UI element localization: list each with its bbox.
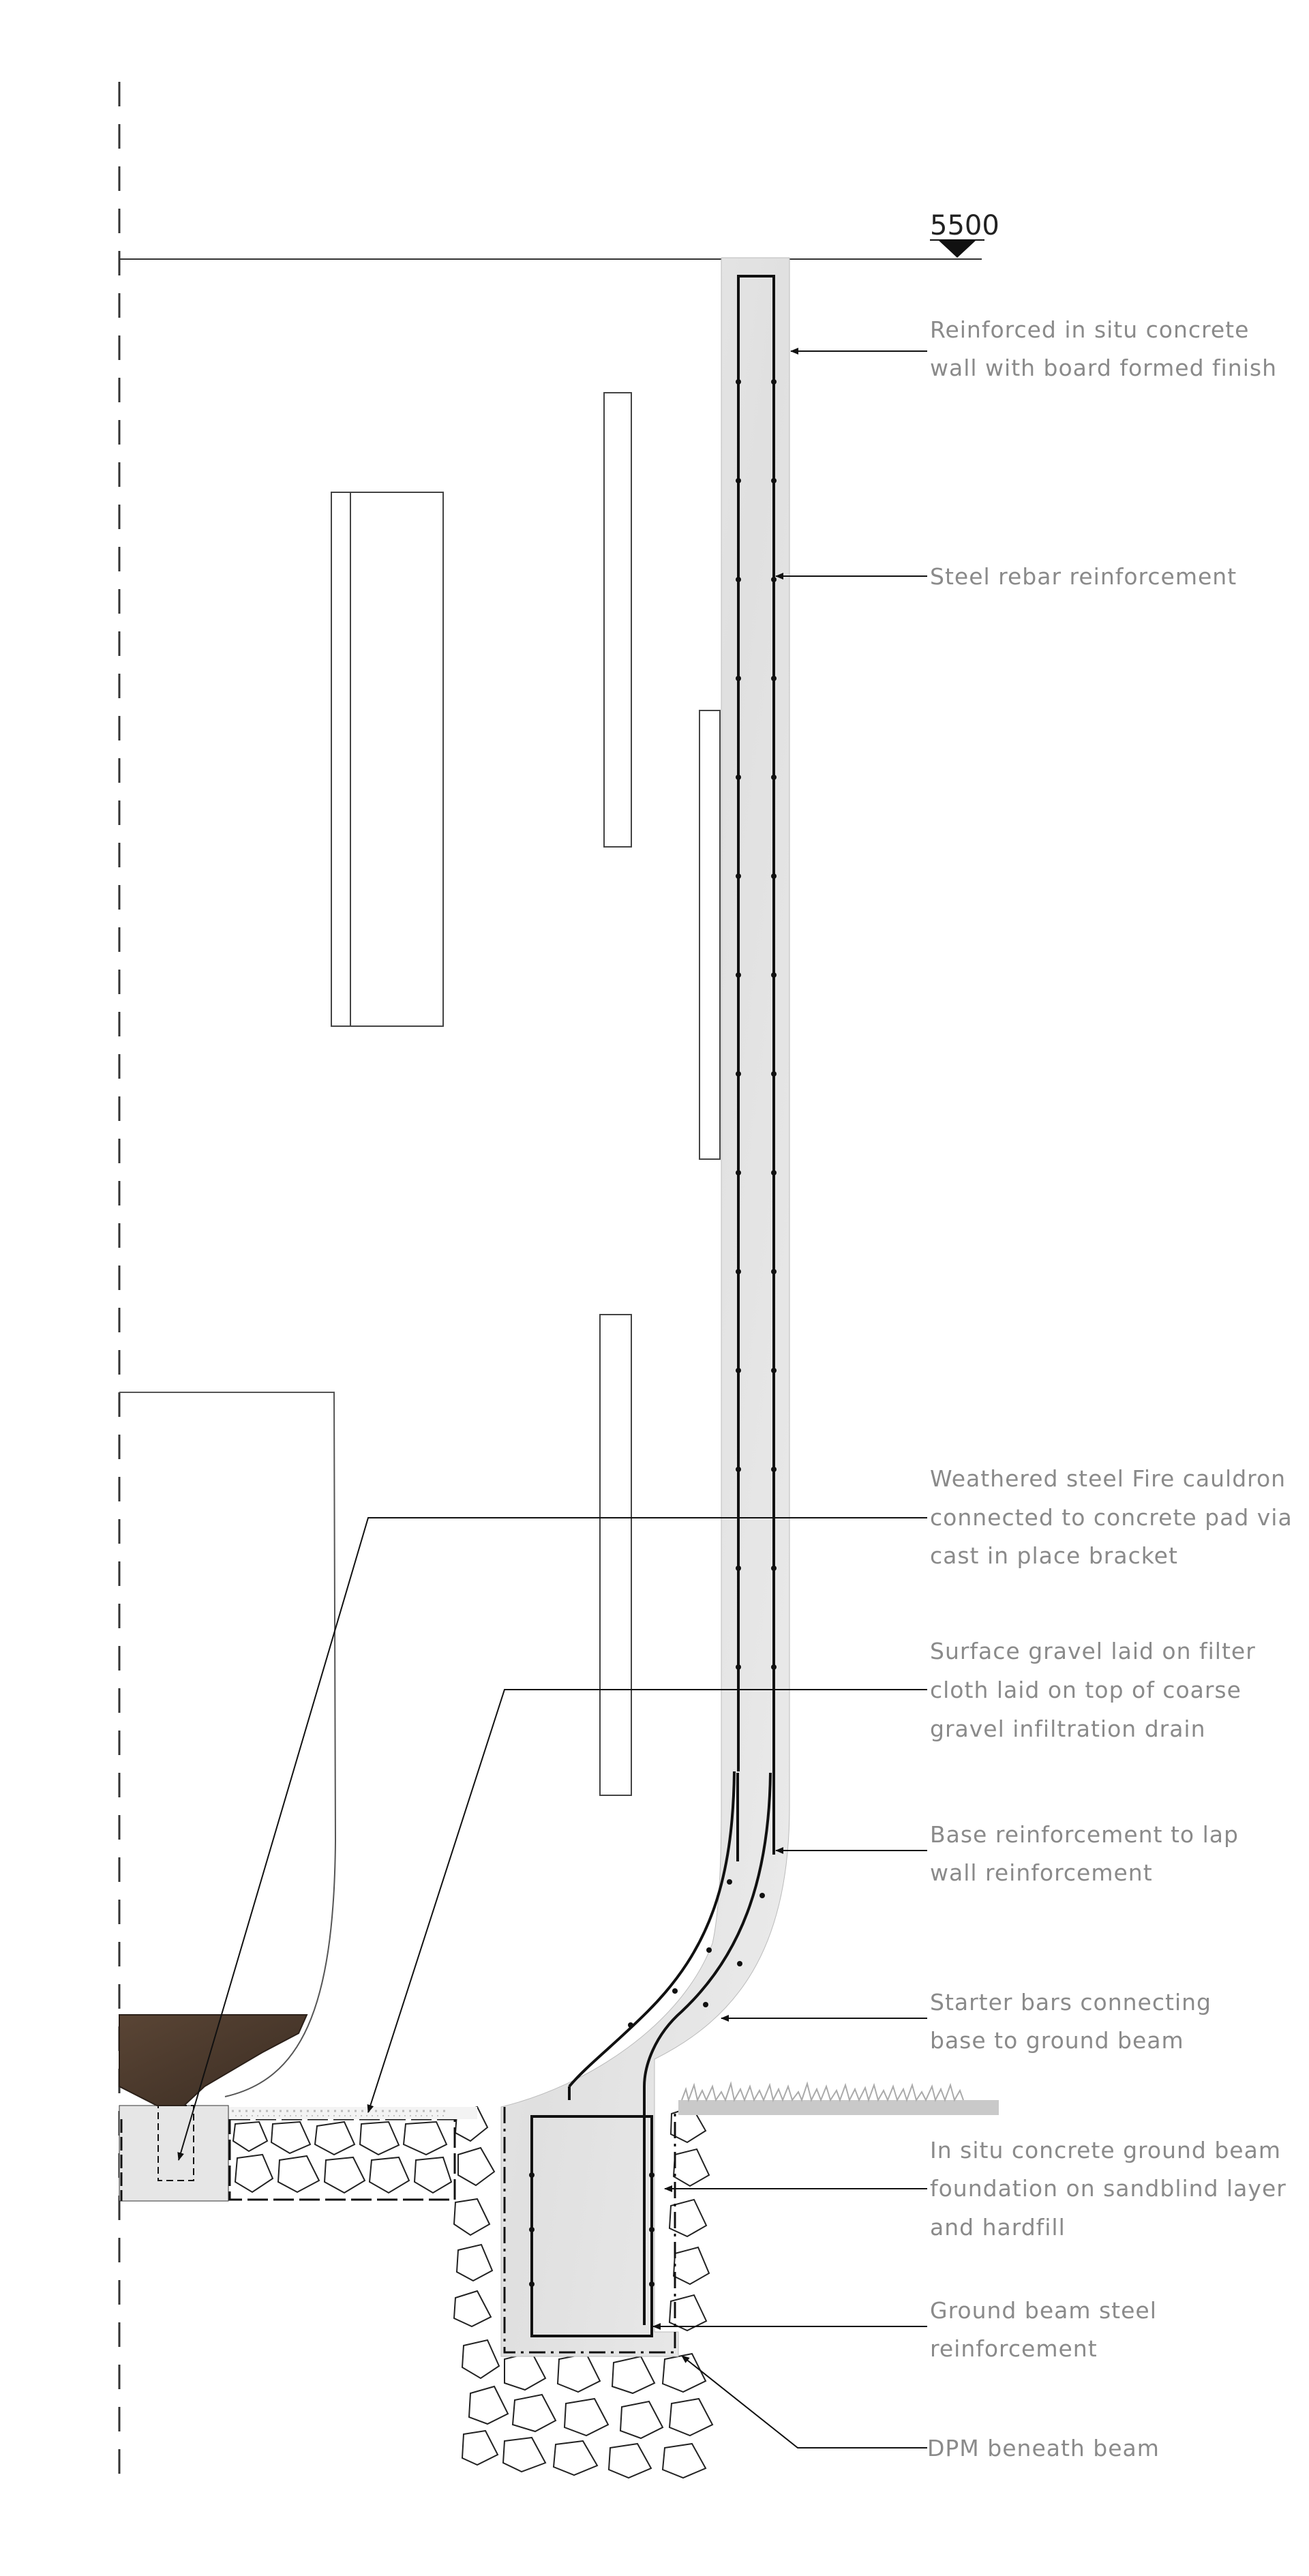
annotation-ground-beam-line-2: foundation on sandblind layer — [930, 2175, 1287, 2202]
annotation-cauldron — [930, 1465, 1300, 1569]
annotation-gravel — [930, 1638, 1263, 1742]
annotation-wall-line-1: Reinforced in situ concrete — [930, 316, 1250, 343]
panel-narrow-middle — [699, 710, 720, 1159]
level-triangle — [938, 240, 976, 258]
annotations — [927, 316, 1300, 2461]
annotation-cauldron-line-1: Weathered steel Fire cauldron — [930, 1465, 1287, 1492]
panel-narrow-lower — [600, 1315, 631, 1795]
cauldron-outline — [119, 1392, 335, 2097]
annotation-cauldron-line-2: connected to concrete pad via — [930, 1504, 1293, 1531]
annotation-ground-beam-line-1: In situ concrete ground beam — [930, 2137, 1281, 2163]
leader-dpm — [682, 2356, 927, 2448]
annotation-starter-bars — [930, 1989, 1219, 2054]
ground-grass — [678, 2084, 999, 2115]
annotation-rebar-line-1: Steel rebar reinforcement — [930, 563, 1237, 590]
level-marker — [119, 210, 999, 259]
panel-large — [331, 492, 443, 1026]
leader-cauldron — [179, 1518, 927, 2160]
background-panels — [331, 393, 720, 1795]
gravel-drain — [230, 2119, 455, 2200]
annotation-dpm-line-1: DPM beneath beam — [927, 2435, 1160, 2461]
annotation-starter-bars-line-1: Starter bars connecting — [930, 1989, 1212, 2016]
annotation-dpm — [927, 2435, 1160, 2461]
annotation-beam-steel-line-2: reinforcement — [930, 2335, 1098, 2362]
annotation-gravel-line-2: cloth laid on top of coarse — [930, 1677, 1242, 1703]
annotation-starter-bars-line-2: base to ground beam — [930, 2027, 1184, 2054]
panel-narrow-upper — [604, 393, 631, 847]
annotation-gravel-line-1: Surface gravel laid on filter — [930, 1638, 1256, 1664]
concrete-pad — [119, 2106, 228, 2201]
annotation-ground-beam — [930, 2137, 1294, 2241]
concrete-wall — [501, 258, 789, 2356]
annotation-wall-line-2: wall with board formed finish — [930, 355, 1277, 381]
annotation-beam-steel — [930, 2297, 1164, 2362]
annotation-gravel-line-3: gravel infiltration drain — [930, 1716, 1206, 1742]
concrete-pad-block — [119, 2106, 228, 2201]
annotation-wall — [930, 316, 1277, 381]
annotation-base-reinforcement — [930, 1821, 1246, 1886]
annotation-cauldron-line-3: cast in place bracket — [930, 1542, 1178, 1569]
fire-cauldron — [119, 2015, 307, 2106]
level-value: 5500 — [930, 210, 999, 241]
annotation-beam-steel-line-1: Ground beam steel — [930, 2297, 1157, 2324]
annotation-base-reinforcement-line-2: wall reinforcement — [930, 1859, 1153, 1886]
surface-gravel — [228, 2107, 477, 2119]
annotation-rebar — [930, 563, 1237, 590]
annotation-base-reinforcement-line-1: Base reinforcement to lap — [930, 1821, 1239, 1848]
annotation-ground-beam-line-3: and hardfill — [930, 2214, 1066, 2241]
